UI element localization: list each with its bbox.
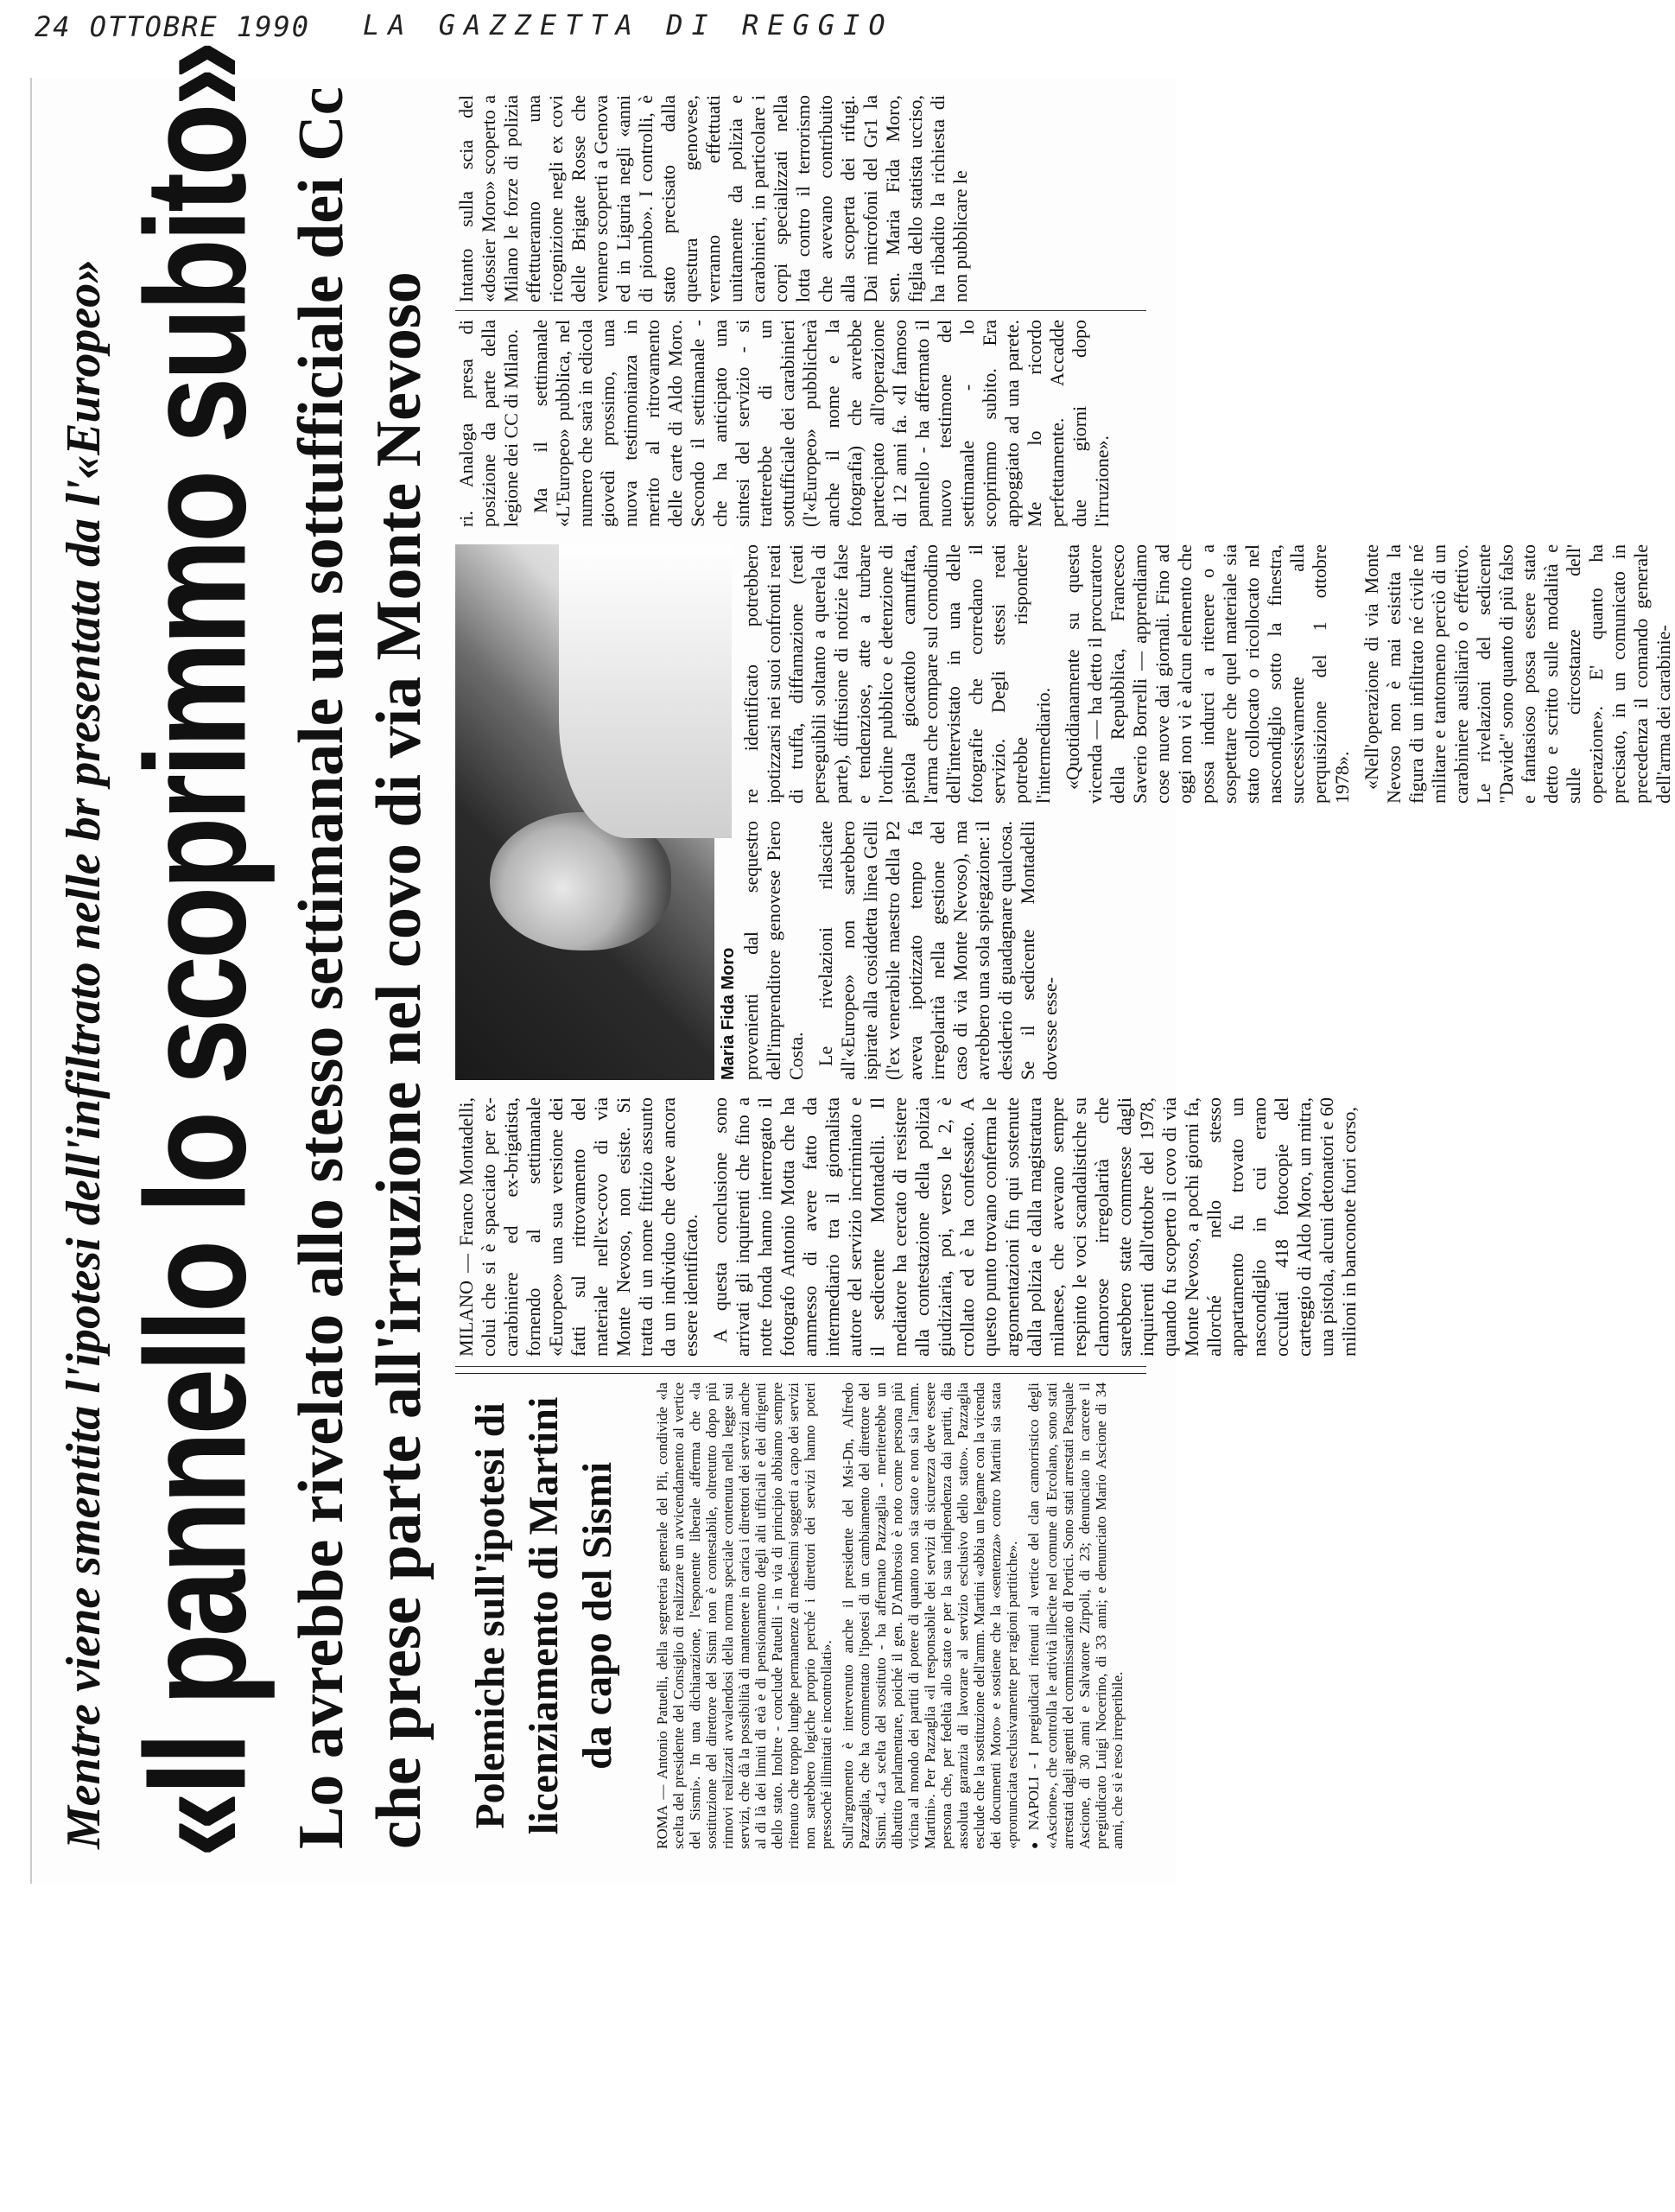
article-paragraph: Intanto sulla scia del «dossier Moro» scoperto a Milano le forze di polizia effettueranno una ricognizione negli ex covi delle Brigate Rosse che vennero scoperti a Genova ed in Liguria negli «anni di piombo». I controlli, è stato precisato dalla questura genovese, verranno effettuati unitamente da polizia e carabinieri, in particolare i corpi specializzati nella lotta contro il terrorismo che avevano contribuito alla scoperta dei rifugi. Dai microfoni del Gr1 la sen. Maria Fida Moro, figlia dello statista ucciso, ha ribadito la richiesta di non pubblicare le <box>455 95 971 302</box>
article-kicker: Mentre viene smentita l'ipotesi dell'infiltrato nelle br presentata da l'«Europeo» <box>57 258 111 1849</box>
article-headline: «Il pannello lo scoprimmo subito» <box>116 43 276 1858</box>
article-column-3 <box>740 544 1674 804</box>
column-divider <box>455 310 1146 311</box>
article-paragraph: ri. Analoga presa di posizione da parte della legione dei CC di Milano. <box>455 320 522 527</box>
portrait-photo <box>455 544 714 1080</box>
article-paragraph: Le rivelazioni rilasciate all'«Europeo» non sarebbero ispirate alla cosiddetta linea Gelli (l'ex venerabile maestro della P2 aveva ipotizzato tempo fa irregolarità nella gestione del caso di via Monte Nevoso), ma avrebbero una sola spiegazione: il desiderio di guadagnare qualcosa. Se il sedicente Montadelli dovesse esse- <box>815 821 1061 1080</box>
sidebar-paragraph: Sull'argomento è intervenuto anche il presidente del Msi-Dn, Alfredo Pazzaglia, che ha commentato l'ipotesi di un cambiamento del direttore del Sismi. «La scelta del sostituto - ha affermato Pazzaglia - meriterebbe un dibattito parlamentare, poiché il gen. D'Ambrosio è noto come persona più vicina al mondo dei partiti di potere di quanto non sia stato e non sia l'amm. Martini». Per Pazzaglia «il responsabile dei servizi di sicurezza deve essere persona che, per fedeltà allo stato e per la sua indipendenza dai partiti, dia assoluta garanzia di lavorare al servizio esclusivo dello stato». Pazzaglia esclude che la sostituzione dell'amm. Martini «abbia un legame con la vicenda dei documenti Moro» e sostiene che la «sentenza» contro Martini sia stata «pronunciata esclusivamente per ragioni partitiche». <box>840 1382 1020 1849</box>
clipping-content <box>32 43 1674 1884</box>
article-paragraph: A questa conclusione sono arrivati gli inquirenti che fino a notte fonda hanno interrogato il fotografo Antonio Motta che ha ammesso di avere fatto da intermediario tra il giornalista autore del servizio incriminato e il sedicente Montadelli. Il mediatore ha cercato di resistere alla contestazione della polizia giudiziaria, poi, verso le 2, è crollato ed è ha confessato. A questo punto trovano conferma le argomentazioni fin qui sostenute dalla polizia e dalla magistratura milanese, che avevano sempre respinto le voci scandalistiche su clamorose irregolarità che sarebbero state commesse dagli inquirenti dall'ottobre del 1978, quando fu scoperto il covo di via Monte Nevoso, a pochi giorni fa, allorché nello stesso appartamento fu trovato un nascondiglio in cui erano occultati 418 fotocopie del carteggio di Aldo Moro, un mitra, una pistola, alcuni detonatori e 60 milioni in banconote fuori corso, <box>709 1097 1360 1357</box>
article-paragraph: «Quotidianamente su questa vicenda — ha detto il procuratore della Repubblica, Francesco Saverio Borrelli — apprendiamo cose nuove dai giornali. Fino ad oggi non vi è alcun elemento che possa indurci a ritenere o a sospettare che quel materiale sia stato collocato o ricollocato nel nascondiglio sotto la finestra, successivamente alla perquisizione del 1 ottobre 1978». <box>1062 544 1353 804</box>
photo-caption: Maria Fida Moro <box>719 947 738 1080</box>
article-column-1 <box>455 1097 1360 1357</box>
article-column-4 <box>455 320 1146 527</box>
article-column-2 <box>740 821 1146 1080</box>
annotation-source: LA GAZZETTA DI REGGIO <box>363 9 894 41</box>
sidebar-box <box>455 1373 1146 1858</box>
article-column-5 <box>455 95 1146 302</box>
article-paragraph: Ma il settimanale «L'Europeo» pubblica, nel numero che sarà in edicola giovedì prossimo, una nuova testimonianza in merito al ritrovamento delle carte di Aldo Moro. Secondo il settimanale - che ha anticipato una sintesi del servizio - si tratterebbe di un sottufficiale dei carabinieri (l'«Europeo» pubblicherà anche il nome e la fotografia) che avrebbe partecipato all'operazione di 12 anni fa. «Il famoso pannello - ha affermato il nuovo testimone del settimanale - lo scoprimmo subito. Era appoggiato ad una parete. Me lo ricordo perfettamente. Accadde due giorni dopo l'irruzione». <box>530 320 1113 527</box>
sidebar-paragraph: ROMA — Antonio Patuelli, della segreteria generale del Pli, condivide «la scelta del presidente del Consiglio di realizzare un avvicendamento al vertice del Sismi». In una dichiarazione, l'esponente liberale afferma che «la sostituzione del direttore del Sismi non è contestabile, oltretutto dopo più rinnovi realizzati avvalendosi della norma speciale contenuta nella legge sui servizi, che dà la possibilità di mantenere in carica i direttori dei servizi anche al di là dei limiti di età e di pensionamento degli alti ufficiali e dei dirigenti dello stato. Inoltre - conclude Patuelli - in via di principio abbiamo sempre ritenuto che troppo lunghe permanenze di medesimi soggetti a capo dei servizi non sarebbero logiche proprio perché i direttori dei servizi hanno poteri pressoché illimitati e incontrollati». <box>654 1382 834 1849</box>
sidebar-bullet-item <box>1025 1382 1126 1849</box>
column-divider <box>455 1366 1146 1367</box>
photo-shoulder <box>559 544 732 838</box>
article-paragraph: provenienti dal sequestro dell'imprenditore genovese Piero Costa. <box>740 821 807 1080</box>
annotation-date: 24 OTTOBRE 1990 <box>35 10 310 43</box>
bullet-icon: ● <box>1029 1838 1042 1849</box>
subtitle-line-1: Lo avrebbe rivelato allo stesso settimanale un sottufficiale dei Cc <box>286 86 357 1849</box>
article-subtitle <box>282 86 438 1849</box>
article-paragraph: MILANO — Franco Montadelli, colui che si è spacciato per ex-carabiniere ed ex-brigatista, fornendo al settimanale «Europeo» una sua versione dei fatti sul ritrovamento del materiale nell'ex-covo di via Monte Nevoso, non esiste. Si tratta di un nome fittizio assunto da un individuo che deve ancora essere identificato. <box>455 1097 701 1357</box>
article-paragraph: «Nell'operazione di via Monte Nevoso non è mai esistita la figura di un infiltrato né civile né militare e tantomeno perciò di un carabiniere ausiliario o effettivo. Le rivelazioni del sedicente "Davide" sono quanto di più falso e fantasioso possa essere stato detto e scritto sulle modalità e sulle circostanze dell' operazione». E' quanto ha precisato, in un comunicato in precedenza il comando generale dell'arma dei carabinie- <box>1361 544 1674 804</box>
bullet-text: NAPOLI - I pregiudicati ritenuti al vertice del clan camorristico degli «Ascione», che controlla le attività illecite nel comune di Ercolano, sono stati arrestati dagli agenti del commissariato di Portici. Sono stati arrestati Pasquale Ascione, di 30 anni e Salvatore Zirpoli, di 23; denunciato in carcere il pregiudicato Luigi Nocerino, di 33 anni; e denunciato Mario Ascione di 34 anni, che si è reso irreperibile. <box>1025 1382 1126 1849</box>
article-paragraph: re identificato potrebbero ipotizzarsi nei suoi confronti reati di truffa, diffamazione (reati perseguibili soltanto a querela di parte), diffusione di notizie false e tendenziose, atte a turbare l'ordine pubblico e detenzione di pistola giocattolo camuffata, l'arma che compare sul comodino dell'intervistato in una delle fotografie che corredano il servizio. Degli stessi reati potrebbe rispondere l'intermediario. <box>740 544 1054 804</box>
sidebar-title: Polemiche sull'ipotesi di licenziamento di Martini da capo del Sismi <box>467 1396 620 1835</box>
subtitle-line-2: che prese parte all'irruzione nel covo di via Monte Nevoso <box>364 271 435 1849</box>
newspaper-clipping <box>30 43 1674 1884</box>
sidebar-body <box>654 1382 1138 1849</box>
